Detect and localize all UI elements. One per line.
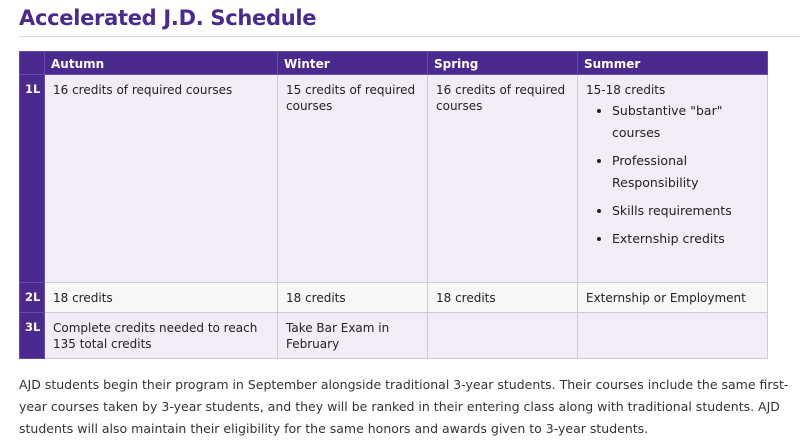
table-row-1l — [20, 75, 768, 283]
title-divider — [19, 36, 800, 37]
cell-3l-summer — [578, 313, 768, 359]
table-row-3l — [20, 313, 768, 359]
table-row-2l — [20, 283, 768, 313]
cell-1l-autumn: 16 credits of required courses — [45, 75, 278, 283]
cell-3l-spring — [428, 313, 578, 359]
header-summer: Summer — [578, 52, 768, 75]
list-item: • Substantive "bar" courses — [612, 100, 759, 144]
cell-2l-autumn: 18 credits — [45, 283, 278, 313]
intro-paragraph: AJD students begin their program in September alongside traditional 3-year students. Their courses include the same first-year courses taken by 3-year students, and they will be ranked in their entering class along with traditional students. AJD students will also maintain their eligibility for the same honors and awards given to 3-year students. — [19, 377, 789, 436]
cell-2l-summer: Externship or Employment — [578, 283, 768, 313]
summer-course-list — [586, 100, 759, 250]
header-winter: Winter — [278, 52, 428, 75]
header-row — [20, 52, 768, 75]
list-item: • Skills requirements — [612, 200, 759, 222]
list-item: • Externship credits — [612, 228, 759, 250]
schedule-table — [19, 51, 768, 359]
cell-1l-summer — [578, 75, 768, 283]
summer-credits-text: 15-18 credits — [586, 83, 666, 97]
row-label-3l: 3L — [20, 313, 45, 359]
header-autumn: Autumn — [45, 52, 278, 75]
cell-3l-autumn: Complete credits needed to reach 135 total credits — [45, 313, 278, 359]
page-title: Accelerated J.D. Schedule — [19, 6, 317, 30]
cell-1l-spring: 16 credits of required courses — [428, 75, 578, 283]
header-spring: Spring — [428, 52, 578, 75]
cell-3l-winter: Take Bar Exam in February — [278, 313, 428, 359]
cell-2l-spring: 18 credits — [428, 283, 578, 313]
header-corner — [20, 52, 45, 75]
row-label-1l: 1L — [20, 75, 45, 283]
list-item: • Professional Responsibility — [612, 150, 759, 194]
cell-2l-winter: 18 credits — [278, 283, 428, 313]
cell-1l-winter: 15 credits of required courses — [278, 75, 428, 283]
row-label-2l: 2L — [20, 283, 45, 313]
